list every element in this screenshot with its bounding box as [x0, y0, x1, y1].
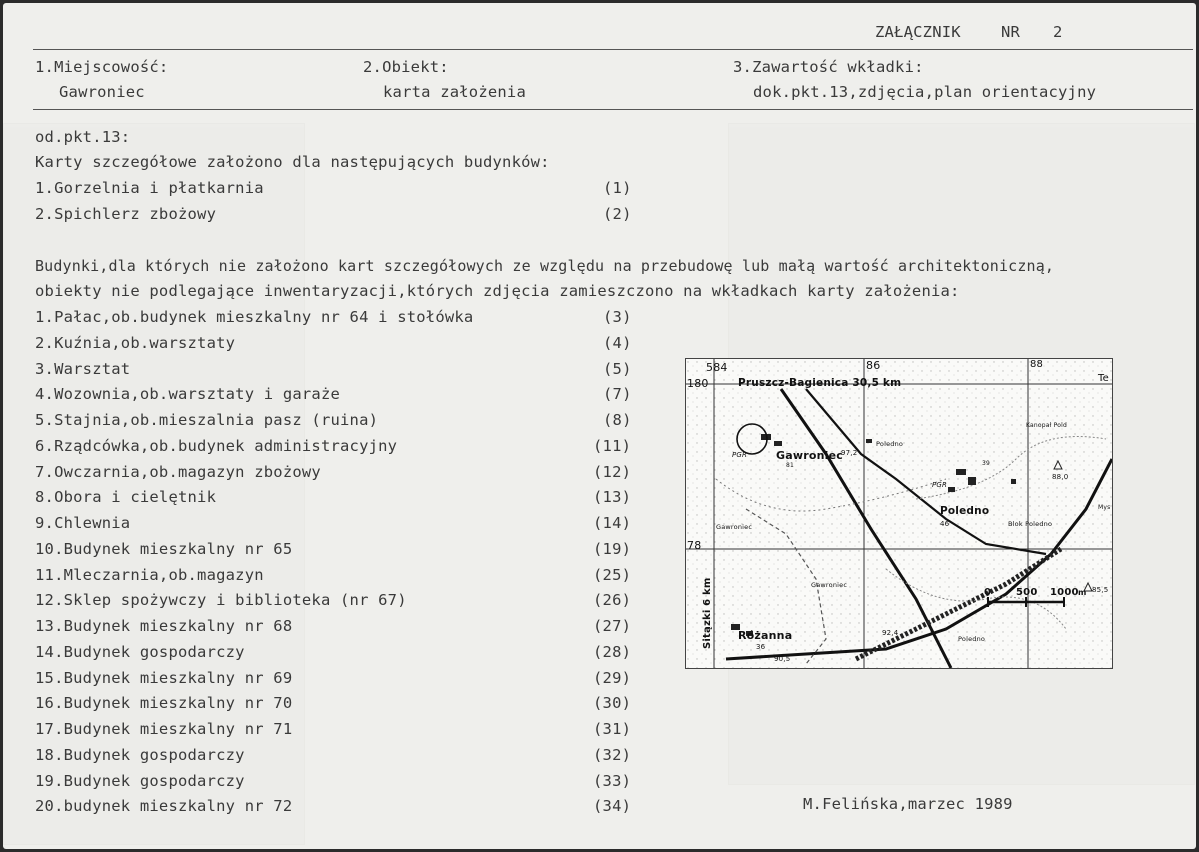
map-grid-top-2: 86 — [866, 359, 881, 372]
section2-item-label: 17.Budynek mieszkalny nr 71 — [35, 720, 293, 738]
section2-item-label: 11.Mleczarnia,ob.magazyn — [35, 566, 264, 584]
section2-item-ref: (19) — [593, 540, 632, 558]
map-scale-0: 0 — [984, 587, 992, 598]
annex-label: ZAŁĄCZNIK — [875, 23, 961, 41]
section2-item-ref: (13) — [593, 488, 632, 506]
map-place-gawroniec: Gawroniec — [776, 449, 843, 462]
section2-item-label: 9.Chlewnia — [35, 514, 131, 532]
section2-item-ref: (14) — [593, 514, 632, 532]
section2-item-label: 4.Wozownia,ob.warsztaty i garaże — [35, 385, 341, 403]
field2-label: 2.Obiekt: — [363, 58, 449, 76]
map-spot-7: 90,5 — [774, 655, 791, 663]
section2-item-ref: (29) — [593, 669, 632, 687]
section2-intro-line2: obiekty nie podlegające inwentaryzacji,których zdjęcia zamieszczono na wkładkach karty założenia: — [35, 282, 960, 300]
map-place-kanopal: Kanopał Pold — [1026, 422, 1068, 429]
section2-item-label: 20.budynek mieszkalny nr 72 — [35, 797, 293, 815]
section2-item-ref: (12) — [593, 463, 632, 481]
field1-label: 1.Miejscowość: — [35, 58, 169, 76]
map-place-poledno-3: Poledno — [958, 635, 986, 643]
section1-intro: Karty szczegółowe założono dla następujących budynków: — [35, 153, 550, 171]
section2-item-label: 6.Rządcówka,ob.budynek administracyjny — [35, 437, 398, 455]
map-grid-top-3: 88 — [1030, 359, 1044, 370]
map-drawing — [686, 359, 1112, 668]
top-rule — [33, 49, 1193, 50]
section2-item-label: 2.Kuźnia,ob.warsztaty — [35, 334, 236, 352]
map-place-gawroniec-2: Gawroniec — [716, 523, 753, 531]
field2-value: karta założenia — [383, 83, 526, 101]
section2-item-label: 19.Budynek gospodarczy — [35, 772, 245, 790]
section2-item-label: 14.Budynek gospodarczy — [35, 643, 245, 661]
section1-item-label: 1.Gorzelnia i płatkarnia — [35, 179, 264, 197]
section2-intro-line1: Budynki,dla których nie założono kart szczegółowych ze względu na przebudowę lub małą wartość architektoniczną, — [35, 257, 1055, 275]
map-place-rozanna: Różanna — [738, 629, 793, 642]
map-grid-left-1: 180 — [687, 377, 709, 390]
map-place-poledno-2: Poledno — [876, 440, 904, 448]
section1-item-label: 2.Spichlerz zbożowy — [35, 205, 217, 223]
map-spot-8: 81 — [786, 462, 795, 469]
section2-item-ref: (3) — [603, 308, 632, 326]
map-spot-3: 36 — [756, 643, 766, 651]
section2-item-ref: (26) — [593, 591, 632, 609]
map-scale-500: 500 — [1016, 587, 1038, 598]
map-side-label: Sitązki 6 km — [702, 577, 713, 649]
section2-item-ref: (7) — [603, 385, 632, 403]
section2-item-ref: (32) — [593, 746, 632, 764]
section2-item-ref: (31) — [593, 720, 632, 738]
annex-nr-label: NR — [1001, 23, 1021, 41]
field1-value: Gawroniec — [59, 83, 145, 101]
section2-item-ref: (28) — [593, 643, 632, 661]
section2-item-label: 7.Owczarnia,ob.magazyn zbożowy — [35, 463, 321, 481]
map-place-poledno: Poledno — [940, 505, 990, 517]
map-spot-2: 46 — [940, 520, 950, 528]
section2-item-label: 5.Stajnia,ob.mieszalnia pasz (ruina) — [35, 411, 379, 429]
section2-item-label: 18.Budynek gospodarczy — [35, 746, 245, 764]
section2-item-ref: (4) — [603, 334, 632, 352]
orientation-map — [685, 358, 1113, 669]
map-place-pgr-2: PGR — [932, 481, 948, 489]
section2-item-ref: (5) — [603, 360, 632, 378]
map-grid-left-2: 78 — [687, 539, 702, 552]
map-scale-unit: m — [1078, 588, 1087, 597]
map-spot-6: 92,4 — [882, 629, 899, 637]
signature: M.Felińska,marzec 1989 — [803, 795, 1013, 813]
section2-item-ref: (25) — [593, 566, 632, 584]
map-corner-label: Te — [1098, 373, 1109, 384]
map-spot-1: 97,2 — [841, 449, 858, 457]
section2-item-label: 12.Sklep spożywczy i biblioteka (nr 67) — [35, 591, 407, 609]
section2-item-ref: (33) — [593, 772, 632, 790]
map-spot-9: 39 — [982, 460, 991, 467]
section2-item-label: 1.Pałac,ob.budynek mieszkalny nr 64 i stołówka — [35, 308, 474, 326]
section2-item-ref: (11) — [593, 437, 632, 455]
map-spot-5: 85,5 — [1092, 586, 1109, 594]
map-place-blok-poledno: Blok Poledno — [1008, 520, 1053, 528]
header-rule — [33, 109, 1193, 110]
map-place-gawroniec-3: Gawroniec — [811, 581, 848, 589]
document-card — [3, 3, 1196, 849]
section2-item-ref: (30) — [593, 694, 632, 712]
section2-item-label: 10.Budynek mieszkalny nr 65 — [35, 540, 293, 558]
map-scale-1000: 1000 — [1050, 587, 1079, 598]
map-spot-4: 88,0 — [1052, 473, 1069, 481]
map-place-pgr-1: PGR — [732, 451, 748, 459]
section2-item-label: 8.Obora i cielętnik — [35, 488, 217, 506]
section1-item-ref: (1) — [603, 179, 632, 197]
section2-item-label: 16.Budynek mieszkalny nr 70 — [35, 694, 293, 712]
field3-value: dok.pkt.13,zdjęcia,plan orientacyjny — [753, 83, 1097, 101]
section2-item-ref: (34) — [593, 797, 632, 815]
section1-heading: od.pkt.13: — [35, 128, 131, 146]
section1-item-ref: (2) — [603, 205, 632, 223]
section2-item-ref: (8) — [603, 411, 632, 429]
map-grid-top-1: 584 — [706, 361, 728, 374]
section2-item-label: 3.Warsztat — [35, 360, 131, 378]
section2-item-label: 15.Budynek mieszkalny nr 69 — [35, 669, 293, 687]
annex-nr-value: 2 — [1053, 23, 1063, 41]
section2-item-label: 13.Budynek mieszkalny nr 68 — [35, 617, 293, 635]
map-road-label: Pruszcz-Bagienica 30,5 km — [738, 377, 902, 389]
field3-label: 3.Zawartość wkładki: — [733, 58, 924, 76]
map-place-mys: Mys — [1098, 504, 1111, 511]
section2-item-ref: (27) — [593, 617, 632, 635]
